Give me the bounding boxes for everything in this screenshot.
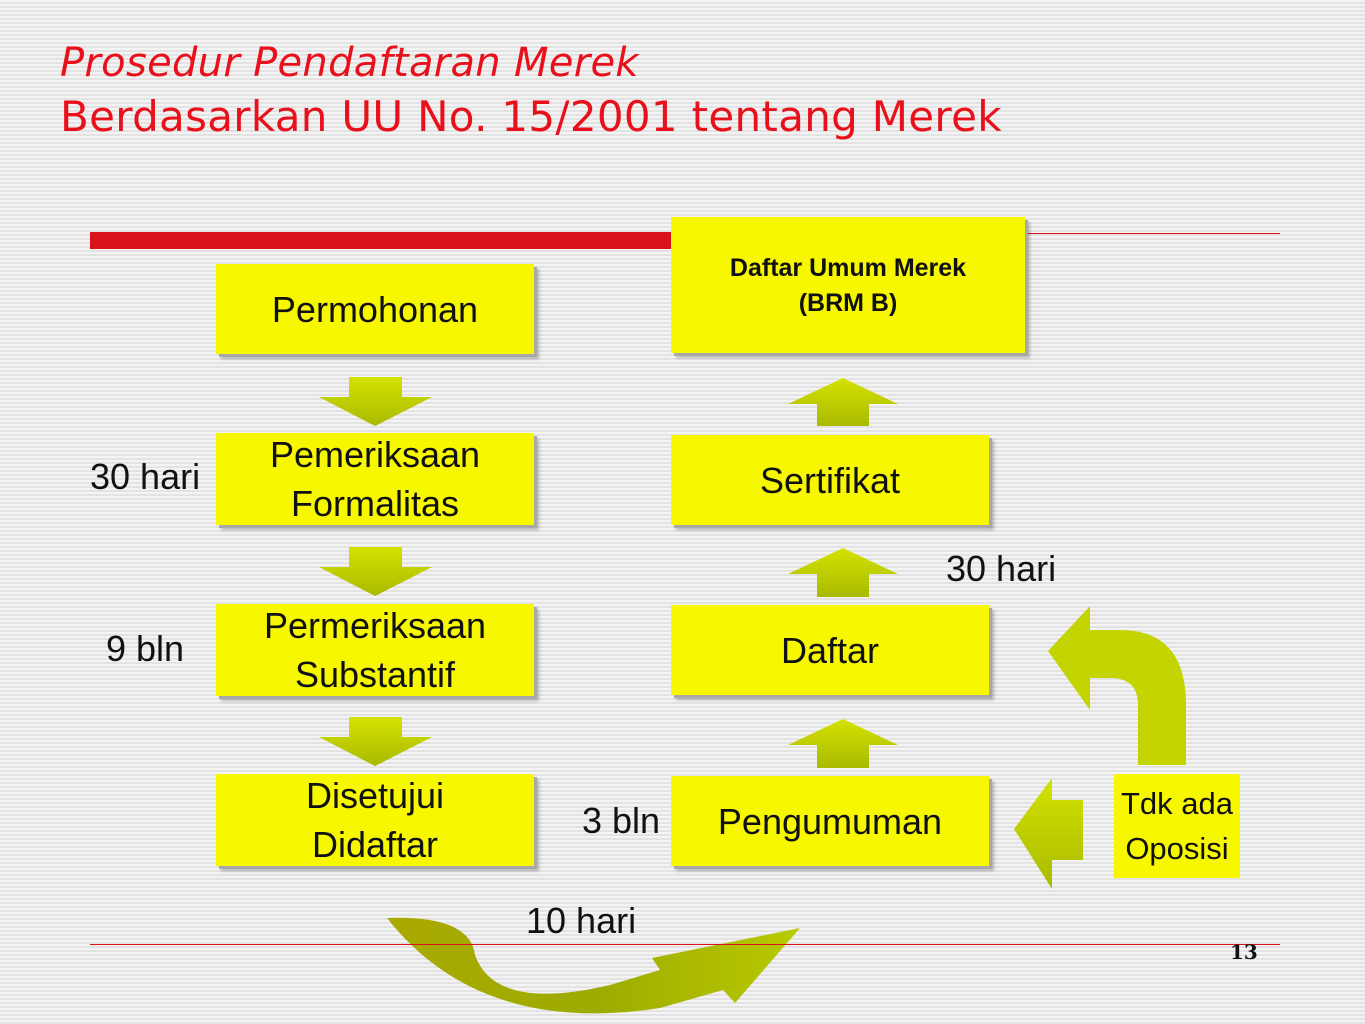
box-permohonan-label: Permohonan: [271, 288, 479, 330]
duration-substantif: 9 bln: [106, 628, 185, 669]
down-arrow-2: [319, 547, 432, 596]
box-formalitas-line2: Formalitas: [290, 483, 460, 524]
box-pemeriksaan-substantif: [216, 604, 534, 696]
duration-daftar: 30 hari: [946, 548, 1057, 589]
box-pengumuman-label: Pengumuman: [717, 800, 943, 842]
duration-pengumuman: 3 bln: [582, 800, 661, 841]
box-substantif-line1: Permeriksaan: [263, 605, 487, 646]
tidak-ada-oposisi-box: [1114, 774, 1240, 878]
up-arrow-3: [788, 719, 898, 768]
oposisi-line1: Tdk ada: [1120, 786, 1233, 821]
box-daftar-umum-line1: Daftar Umum Merek: [729, 254, 967, 282]
box-pengumuman: [671, 776, 989, 866]
box-sertifikat-label: Sertifikat: [759, 459, 901, 501]
curved-return-arrow: [1048, 606, 1186, 765]
up-arrow-1: [788, 378, 898, 426]
title-line-1: Prosedur Pendaftaran Merek: [60, 40, 639, 86]
box-disetujui-line1: Disetujui: [305, 775, 445, 816]
title-line-2: Berdasarkan UU No. 15/2001 tentang Merek: [60, 92, 1002, 141]
box-daftar-umum-line2: (BRM B): [798, 289, 898, 317]
down-arrow-1: [319, 377, 432, 426]
bottom-rule: [90, 944, 1280, 945]
duration-transfer: 10 hari: [526, 900, 637, 941]
box-sertifikat: [671, 435, 989, 525]
duration-formalitas: 30 hari: [90, 456, 201, 497]
left-arrow: [1014, 778, 1083, 889]
oposisi-line2: Oposisi: [1125, 831, 1229, 866]
box-disetujui-line2: Didaftar: [311, 824, 439, 865]
box-permohonan: [216, 264, 534, 354]
up-arrow-2: [788, 548, 898, 597]
down-arrow-3: [319, 717, 432, 766]
box-pemeriksaan-formalitas: [216, 433, 534, 525]
box-daftar-umum-merek: [671, 217, 1025, 353]
page-number: 13: [1230, 940, 1258, 964]
box-substantif-line2: Substantif: [294, 654, 456, 695]
box-formalitas-line1: Pemeriksaan: [269, 434, 481, 475]
box-daftar: [671, 605, 989, 695]
box-daftar-label: Daftar: [780, 629, 880, 671]
top-rule: [1026, 233, 1280, 234]
box-disetujui-didaftar: [216, 774, 534, 866]
accent-bar: [90, 232, 672, 249]
